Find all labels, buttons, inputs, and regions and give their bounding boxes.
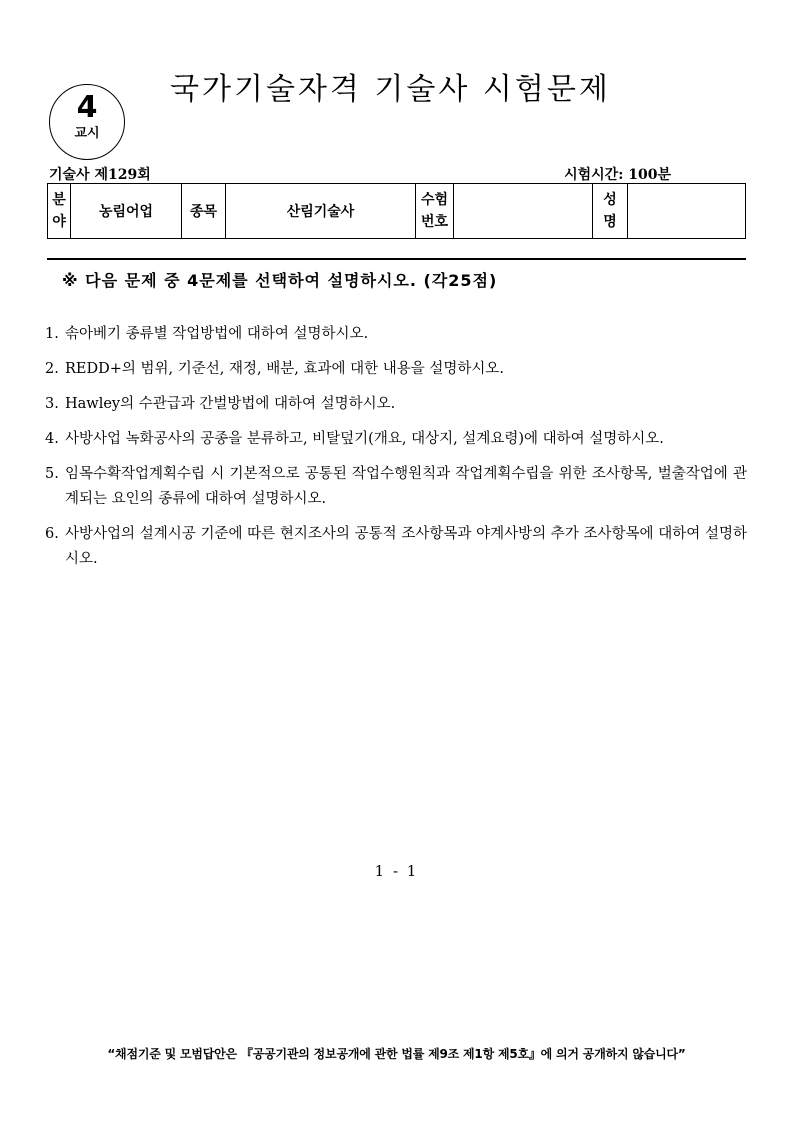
question-number: 3. — [45, 396, 59, 412]
question-item — [45, 462, 747, 512]
question-text: REDD+의 범위, 기준선, 재정, 배분, 효과에 대한 내용을 설명하시오. — [65, 361, 504, 377]
candidate-info-table — [47, 183, 746, 239]
footer-note: “채점기준 및 모범답안은 『공공기관의 정보공개에 관한 법률 제9조 제1항 제5호』에 의거 공개하지 않습니다” — [107, 1047, 686, 1061]
question-text: Hawley의 수관급과 간벌방법에 대하여 설명하시오. — [65, 396, 396, 412]
page-title: 국가기술자격 기술사 시험문제 — [170, 72, 611, 107]
exam-number-label-top: 수험 — [420, 192, 449, 208]
question-item — [45, 427, 747, 452]
session-label: 교시 — [74, 126, 100, 141]
question-number: 5. — [45, 466, 59, 482]
category-label: 종목 — [182, 184, 226, 239]
question-item — [45, 522, 747, 572]
session-badge — [49, 84, 125, 160]
page-number: 1 - 1 — [374, 862, 419, 880]
question-text: 사방사업 녹화공사의 공종을 분류하고, 비탈덮기(개요, 대상지, 설계요령)에 대하여 설명하시오. — [65, 431, 664, 447]
question-text: 임목수확작업계획수립 시 기본적으로 공통된 작업수행원칙과 작업계획수립을 위한 조사항목, 벌출작업에 관계되는 요인의 종류에 대하여 설명하시오. — [65, 466, 747, 507]
field-label-cell — [48, 184, 71, 239]
name-label-cell — [593, 184, 628, 239]
question-number: 6. — [45, 526, 59, 542]
name-field[interactable] — [628, 184, 746, 239]
session-number: 4 — [76, 90, 98, 125]
field-label-top: 분 — [52, 192, 66, 208]
question-text: 사방사업의 설계시공 기준에 따른 현지조사의 공통적 조사항목과 야계사방의 추가 조사항목에 대하여 설명하시오. — [65, 526, 747, 567]
exam-number-label-cell — [416, 184, 454, 239]
category-value: 산림기술사 — [226, 184, 416, 239]
instruction: ※ 다음 문제 중 4문제를 선택하여 설명하시오. (각25점) — [62, 271, 498, 290]
exam-round: 기술사 제129회 — [49, 167, 151, 183]
field-label-bottom: 야 — [52, 214, 66, 230]
question-number: 1. — [45, 326, 59, 342]
question-list — [45, 322, 747, 582]
name-label-top: 성 — [603, 192, 617, 208]
field-value: 농림어업 — [71, 184, 182, 239]
question-number: 4. — [45, 431, 59, 447]
question-text: 솎아베기 종류별 작업방법에 대하여 설명하시오. — [65, 326, 369, 342]
name-label-bottom: 명 — [603, 214, 617, 230]
question-number: 2. — [45, 361, 59, 377]
divider — [47, 258, 746, 260]
exam-time: 시험시간: 100분 — [564, 167, 671, 183]
question-item — [45, 392, 747, 417]
question-item — [45, 322, 747, 347]
exam-number-field[interactable] — [454, 184, 593, 239]
exam-number-label-bottom: 번호 — [420, 214, 449, 230]
question-item — [45, 357, 747, 382]
